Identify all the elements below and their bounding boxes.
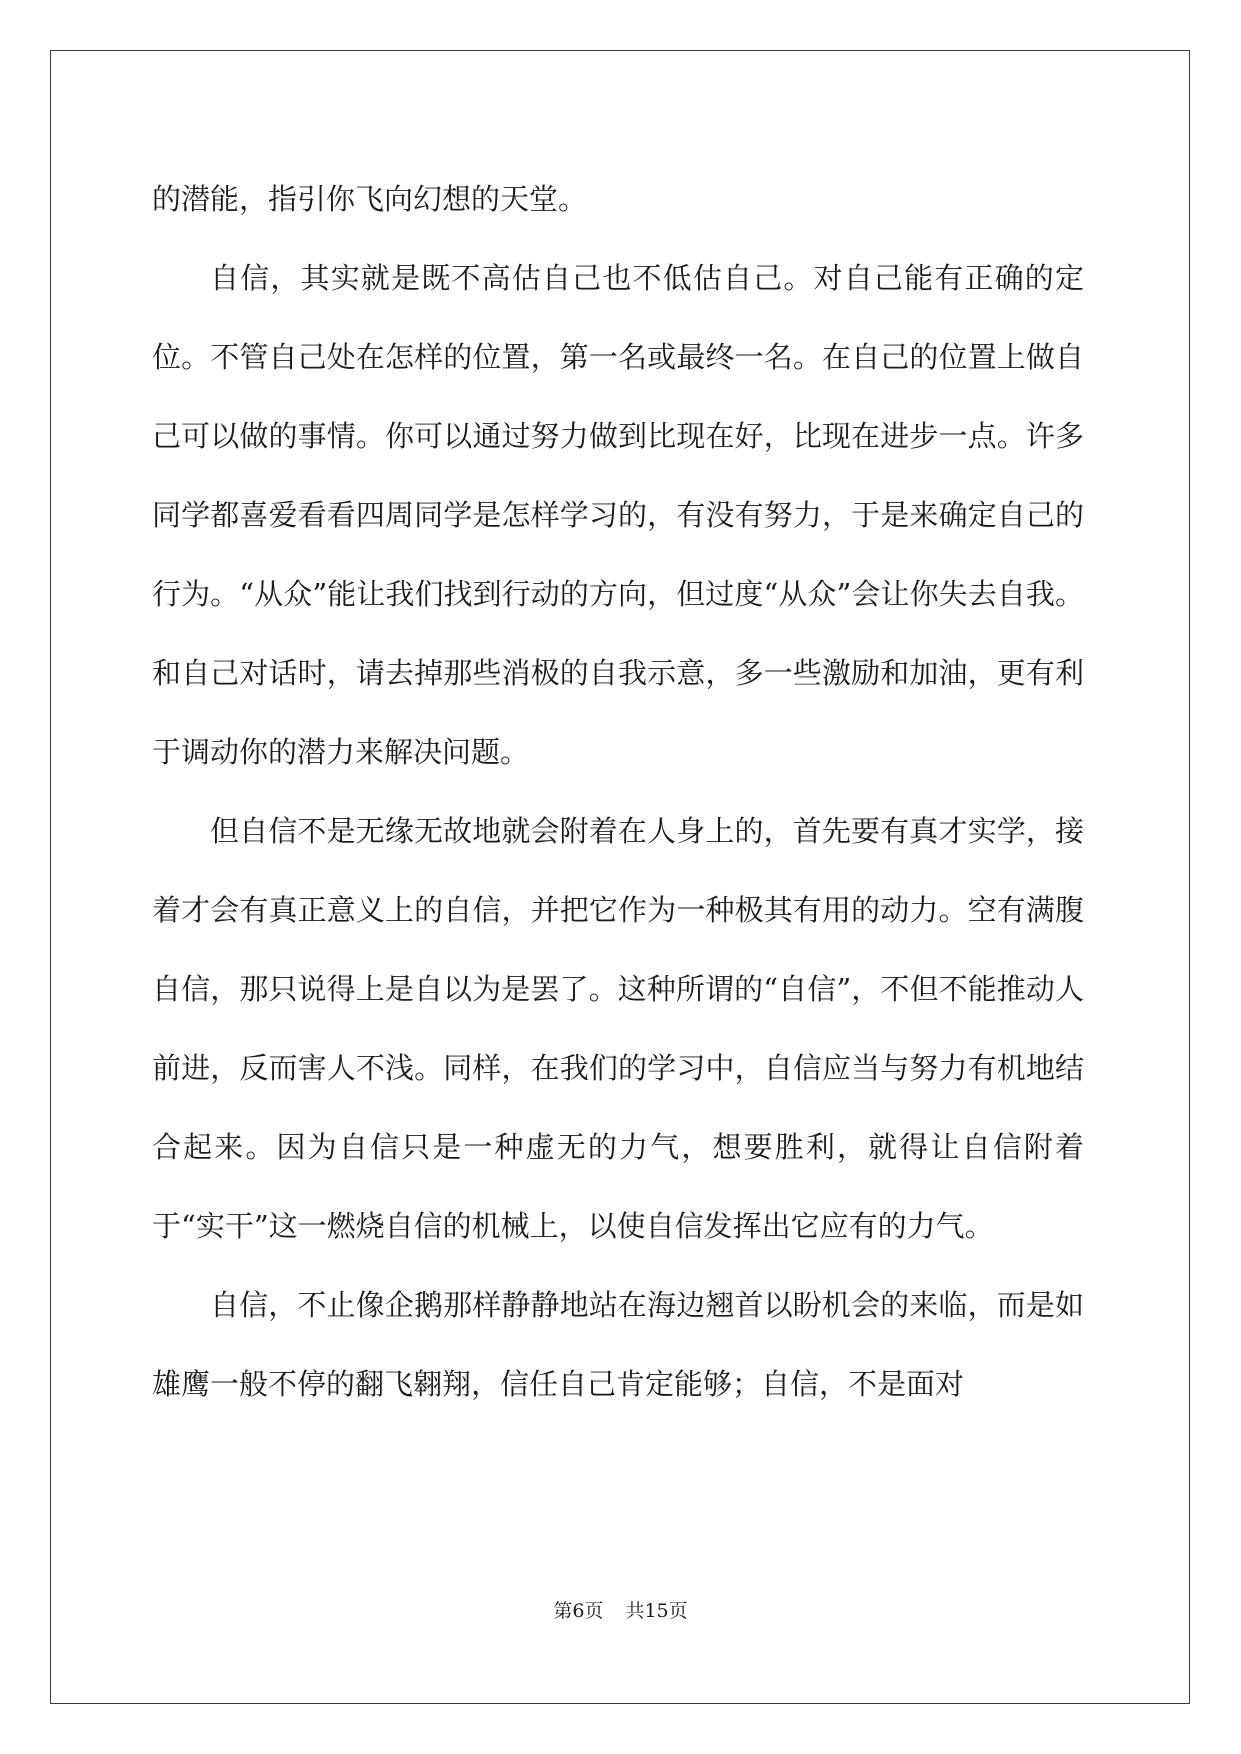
paragraph-4: 自信，不止像企鹅那样静静地站在海边翘首以盼机会的来临，而是如雄鹰一般不停的翻飞翱翔，信任自己肯定能够；自信，不是面对 <box>152 1288 1084 1401</box>
paragraph-3: 但自信不是无缘无故地就会附着在人身上的，首先要有真才实学，接着才会有真正意义上的自信，并把它作为一种极其有用的动力。空有满腹自信，那只说得上是自以为是罢了。这种所谓的“自信”，不但不能推动人前进，反而害人不浅。同样，在我们的学习中，自信应当与努力有机地结合起来。因为自信只是一种虚无的力气，想要胜利，就得让自信附着于“实干”这一燃烧自信的机械上，以使自信发挥出它应有的力气。 <box>152 814 1084 1243</box>
page-number: 第6页 <box>553 1600 604 1622</box>
page-total: 共15页 <box>625 1600 688 1622</box>
document-body <box>152 160 1084 1424</box>
paragraph-2: 自信，其实就是既不高估自己也不低估自己。对自己能有正确的定位。不管自己处在怎样的位置，第一名或最终一名。在自己的位置上做自己可以做的事情。你可以通过努力做到比现在好，比现在进步一点。许多同学都喜爱看看四周同学是怎样学习的，有没有努力，于是来确定自己的行为。“从众”能让我们找到行动的方向，但过度“从众”会让你失去自我。和自己对话时，请去掉那些消极的自我示意，多一些激励和加油，更有利于调动你的潜力来解决问题。 <box>152 261 1084 769</box>
page-footer <box>0 1599 1241 1623</box>
paragraph-1: 的潜能，指引你飞向幻想的天堂。 <box>152 182 588 216</box>
